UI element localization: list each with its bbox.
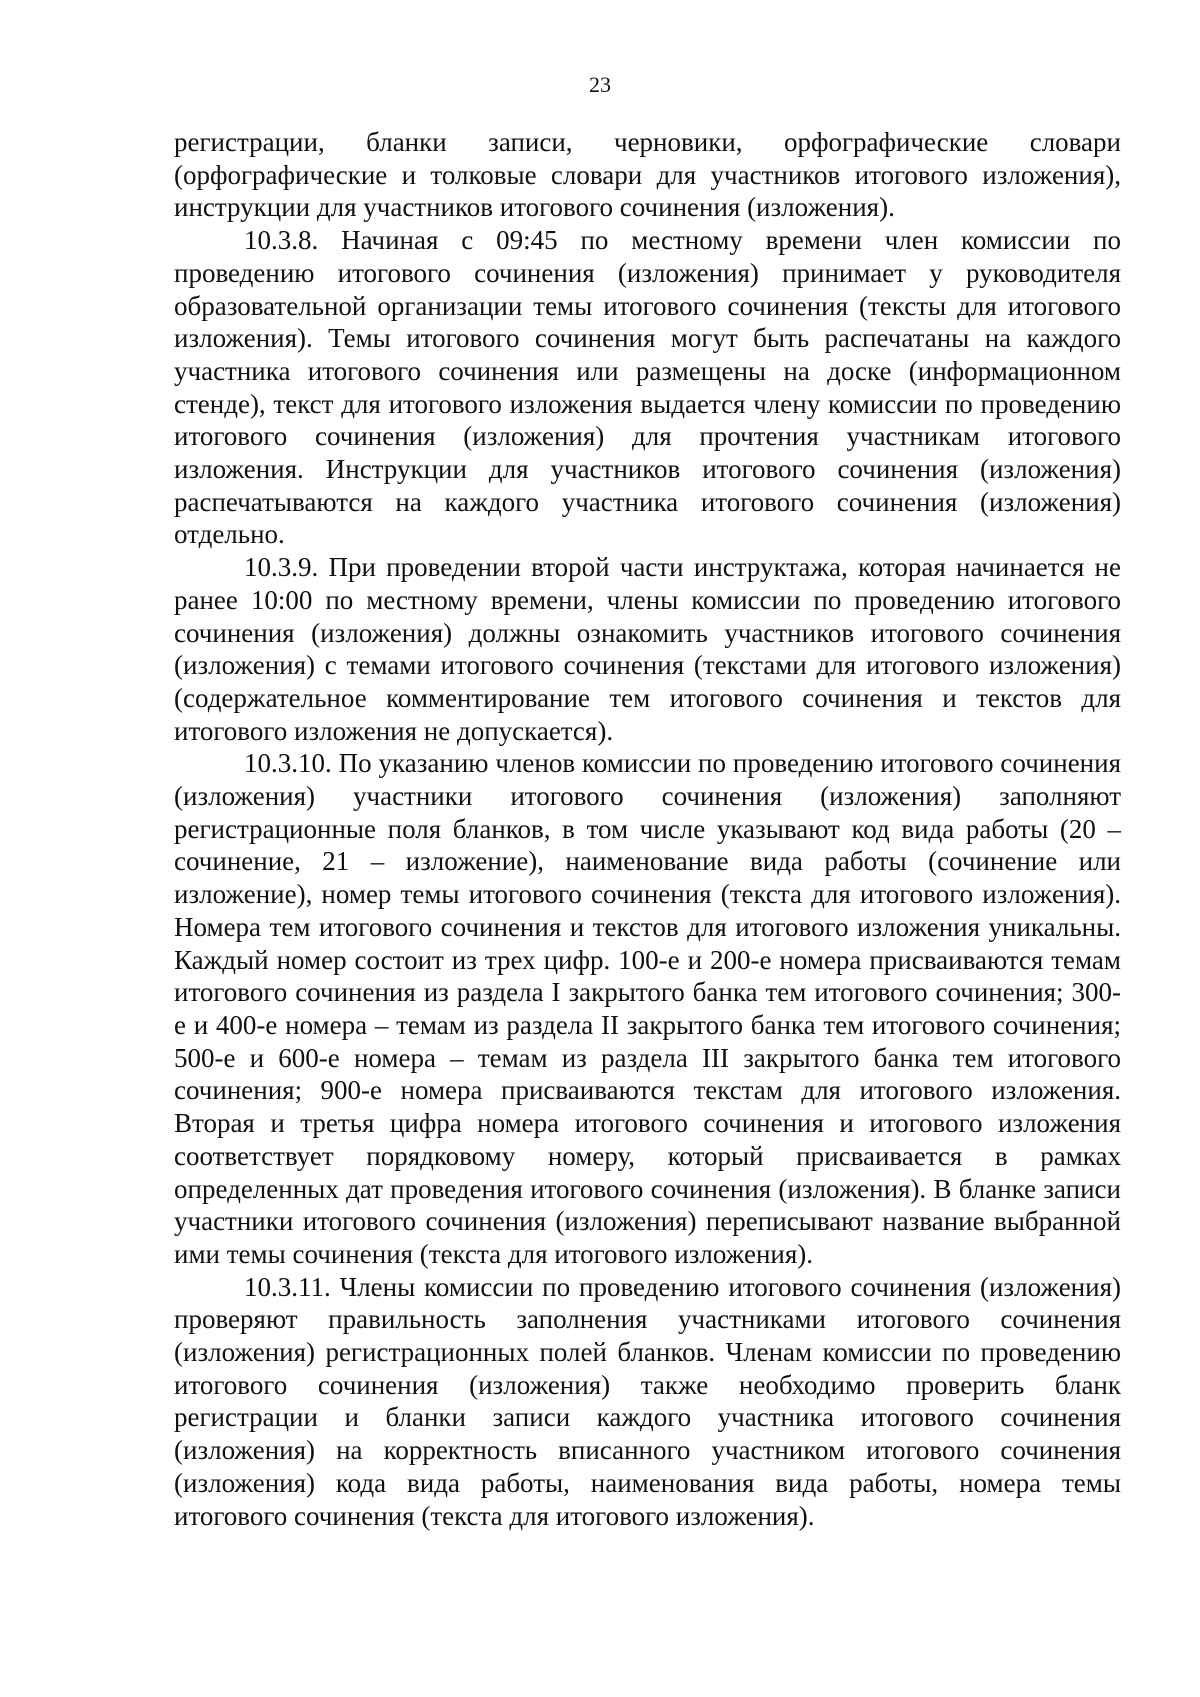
paragraph-10-3-10: 10.3.10. По указанию членов комиссии по проведению итогового сочинения (изложения) участники итогового сочинения (изложения) заполняют регистрационные поля бланков, в том числе указывают код вида работы (20 – сочинение, 21 – изложение), наименование вида работы (сочинение или изложение), номер темы итогового сочинения (текста для итогового изложения). Номера тем итогового сочинения и текстов для итогового изложения уникальны. Каждый номер состоит из трех цифр. 100-е и 200-е номера присваиваются темам итогового сочинения из раздела I закрытого банка тем итогового сочинения; 300-е и 400-е номера – темам из раздела II закрытого банка тем итогового сочинения; 500-е и 600-е номера – темам из раздела III закрытого банка тем итогового сочинения; 900-е номера присваиваются текстам для итогового изложения. Вторая и третья цифра номера итогового сочинения и итогового изложения соответствует порядковому номеру, который присваивается в рамках определенных дат проведения итогового сочинения (изложения). В бланке записи участники итогового сочинения (изложения) переписывают название выбранной ими темы сочинения (текста для итогового изложения). (174, 748, 1121, 1269)
page-number: 23 (589, 72, 611, 97)
document-body (174, 126, 1121, 1532)
paragraph-10-3-11: 10.3.11. Члены комиссии по проведению итогового сочинения (изложения) проверяют правильность заполнения участниками итогового сочинения (изложения) регистрационных полей бланков. Членам комиссии по проведению итогового сочинения (изложения) также необходимо проверить бланк регистрации и бланки записи каждого участника итогового сочинения (изложения) на корректность вписанного участником итогового сочинения (изложения) кода вида работы, наименования вида работы, номера темы итогового сочинения (текста для итогового изложения). (174, 1271, 1121, 1531)
paragraph-10-3-8: 10.3.8. Начиная с 09:45 по местному времени член комиссии по проведению итогового сочинения (изложения) принимает у руководителя образовательной организации темы итогового сочинения (тексты для итогового изложения). Темы итогового сочинения могут быть распечатаны на каждого участника итогового сочинения или размещены на доске (информационном стенде), текст для итогового изложения выдается члену комиссии по проведению итогового сочинения (изложения) для прочтения участникам итогового изложения. Инструкции для участников итогового сочинения (изложения) распечатываются на каждого участника итогового сочинения (изложения) отдельно. (174, 225, 1121, 550)
paragraph-10-3-9: 10.3.9. При проведении второй части инструктажа, которая начинается не ранее 10:00 по местному времени, члены комиссии по проведению итогового сочинения (изложения) должны ознакомить участников итогового сочинения (изложения) с темами итогового сочинения (текстами для итогового изложения) (содержательное комментирование тем итогового сочинения и текстов для итогового изложения не допускается). (174, 552, 1121, 746)
paragraph-continuation: регистрации, бланки записи, черновики, орфографические словари (орфографические и толковые словари для участников итогового изложения), инструкции для участников итогового сочинения (изложения). (174, 127, 1121, 223)
